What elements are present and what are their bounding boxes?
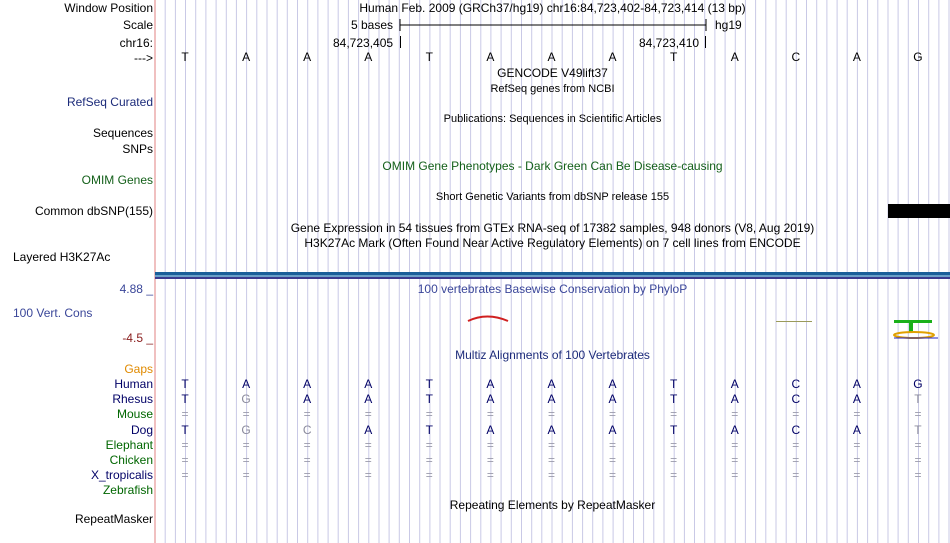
coord-left-tick xyxy=(400,36,401,48)
publications-track-title: Publications: Sequences in Scientific Articles xyxy=(443,113,662,125)
alignment-base: A xyxy=(486,392,495,407)
alignment-base: A xyxy=(303,377,312,391)
alignment-base: = xyxy=(486,453,494,467)
alignment-base: = xyxy=(547,453,555,467)
species-label-human[interactable]: Human xyxy=(114,377,153,391)
alignment-base: A xyxy=(547,377,556,391)
alignment-base: A xyxy=(730,377,739,391)
alignment-base: A xyxy=(547,422,556,437)
alignment-base: T xyxy=(425,422,433,437)
repeatmasker-label[interactable]: RepeatMasker xyxy=(74,512,153,526)
coord-right-tick xyxy=(705,36,706,48)
vert-cons-label[interactable]: 100 Vert. Cons xyxy=(13,306,93,320)
sequence-base: A xyxy=(852,50,861,64)
coord-right: 84,723,410 xyxy=(639,36,700,50)
alignment-base: = xyxy=(853,437,861,452)
alignment-base: G xyxy=(913,377,923,391)
phylop-logo-mark xyxy=(892,319,942,341)
alignment-base: = xyxy=(303,468,311,483)
alignment-base: = xyxy=(731,437,739,452)
alignment-base: = xyxy=(792,437,800,452)
sequence-base: T xyxy=(425,50,433,64)
alignment-base: A xyxy=(242,377,251,391)
alignment-base: = xyxy=(364,407,372,422)
alignment-base: G xyxy=(241,422,251,437)
alignment-base: = xyxy=(853,407,861,422)
alignment-base: = xyxy=(670,468,678,483)
alignment-base: A xyxy=(364,377,373,391)
alignment-base: = xyxy=(670,437,678,452)
alignment-base: = xyxy=(731,468,739,483)
species-label-chicken[interactable]: Chicken xyxy=(109,453,153,467)
alignment-base: = xyxy=(242,437,250,452)
common-dbsnp-label[interactable]: Common dbSNP(155) xyxy=(34,204,153,218)
alignment-base: = xyxy=(303,407,311,422)
alignment-base: = xyxy=(425,437,433,452)
alignment-base: T xyxy=(425,392,433,407)
alignment-base: = xyxy=(547,468,555,483)
alignment-base: = xyxy=(181,453,189,467)
alignment-base: = xyxy=(242,453,250,467)
alignment-base: = xyxy=(303,437,311,452)
alignment-base: T xyxy=(425,377,433,391)
h3k27ac-signal-bar-base xyxy=(155,277,950,279)
alignment-base: = xyxy=(181,468,189,483)
coord-left: 84,723,405 xyxy=(333,36,394,50)
sequence-base: A xyxy=(486,50,495,64)
window-position-text: Human Feb. 2009 (GRCh37/hg19) chr16:84,723,402-84,723,414 (13 bp) xyxy=(359,1,746,15)
alignment-base: A xyxy=(486,377,495,391)
alignment-base: = xyxy=(181,437,189,452)
alignment-base: = xyxy=(609,437,617,452)
alignment-base: = xyxy=(486,468,494,483)
alignment-base: = xyxy=(547,407,555,422)
scale-label: Scale xyxy=(122,18,153,32)
alignment-base: A xyxy=(486,422,495,437)
cons-max-value: 4.88 _ xyxy=(119,282,153,296)
alignment-base: = xyxy=(853,453,861,467)
sequence-base: A xyxy=(303,50,312,64)
alignment-base: C xyxy=(791,422,801,437)
scale-assembly: hg19 xyxy=(715,18,742,32)
alignment-base: A xyxy=(730,422,739,437)
alignment-base: = xyxy=(242,468,250,483)
alignment-base: = xyxy=(425,468,433,483)
alignment-base: = xyxy=(609,453,617,467)
sequence-base: C xyxy=(791,50,801,64)
dbsnp-track-title: Short Genetic Variants from dbSNP release 155 xyxy=(435,191,670,203)
alignment-base: = xyxy=(425,453,433,467)
sequence-base: A xyxy=(547,50,556,64)
alignment-base: C xyxy=(791,377,801,391)
snps-label[interactable]: SNPs xyxy=(122,142,153,156)
alignment-base: = xyxy=(547,437,555,452)
alignment-base: = xyxy=(853,468,861,483)
alignment-base: = xyxy=(792,468,800,483)
scale-bases-text: 5 bases xyxy=(351,18,394,32)
conservation-track-title: 100 vertebrates Basewise Conservation by PhyloP xyxy=(417,282,688,296)
alignment-base: = xyxy=(670,407,678,422)
alignment-base: T xyxy=(914,422,922,437)
species-label-x_tropicalis[interactable]: X_tropicalis xyxy=(90,468,153,483)
species-label-elephant[interactable]: Elephant xyxy=(105,437,153,452)
alignment-base: T xyxy=(914,392,922,407)
alignment-base: = xyxy=(609,468,617,483)
layered-h3k27ac-label[interactable]: Layered H3K27Ac xyxy=(13,250,111,264)
alignment-base: = xyxy=(242,407,250,422)
alignment-base: A xyxy=(608,377,617,391)
alignment-base: = xyxy=(364,468,372,483)
sequence-base: A xyxy=(608,50,617,64)
alignment-base: C xyxy=(791,392,801,407)
scale-bar xyxy=(398,17,710,33)
omim-track-title: OMIM Gene Phenotypes - Dark Green Can Be Disease-causing xyxy=(382,159,723,173)
alignment-base: = xyxy=(914,437,922,452)
sequence-base: A xyxy=(730,50,739,64)
sequence-base: A xyxy=(242,50,251,64)
alignment-base: = xyxy=(486,407,494,422)
alignment-base: = xyxy=(303,453,311,467)
sequence-base: T xyxy=(181,50,189,64)
alignment-base: A xyxy=(547,392,556,407)
alignment-base: A xyxy=(364,422,373,437)
dbsnp-feature[interactable] xyxy=(888,204,950,218)
sequence-base: A xyxy=(364,50,373,64)
alignment-base: = xyxy=(792,407,800,422)
phylop-negative-peak xyxy=(460,314,520,324)
alignment-base: A xyxy=(608,392,617,407)
gtex-track-title: Gene Expression in 54 tissues from GTEx RNA-seq of 17382 samples, 948 donors (V8, Aug 2019) xyxy=(290,221,815,235)
sequences-label[interactable]: Sequences xyxy=(92,126,153,140)
alignment-base: A xyxy=(608,422,617,437)
sequence-base: G xyxy=(913,50,923,64)
alignment-base: = xyxy=(486,437,494,452)
alignment-base: T xyxy=(669,377,678,391)
species-label-rhesus[interactable]: Rhesus xyxy=(112,392,153,407)
alignment-base: A xyxy=(303,392,312,407)
sequence-base: T xyxy=(669,50,678,64)
alignment-base: T xyxy=(181,377,189,391)
refseq-track-subtitle: RefSeq genes from NCBI xyxy=(490,83,615,95)
alignment-base: T xyxy=(669,392,678,407)
multiz-track-title: Multiz Alignments of 100 Vertebrates xyxy=(455,348,650,362)
strand-arrow-label: ---> xyxy=(134,51,153,65)
alignment-base: = xyxy=(731,407,739,422)
repeatmasker-track-title: Repeating Elements by RepeatMasker xyxy=(449,498,656,512)
alignment-base: C xyxy=(302,422,312,437)
species-label-zebrafish[interactable]: Zebrafish xyxy=(102,483,153,498)
alignment-base: G xyxy=(241,392,251,407)
alignment-base: = xyxy=(914,468,922,483)
h3k27ac-track-title: H3K27Ac Mark (Often Found Near Active Regulatory Elements) on 7 cell lines from ENCODE xyxy=(304,236,801,250)
cons-min-value: -4.5 _ xyxy=(122,331,153,345)
alignment-base: A xyxy=(730,392,739,407)
refseq-curated-label[interactable]: RefSeq Curated xyxy=(66,95,153,109)
alignment-base: = xyxy=(914,407,922,422)
chrom-label: chr16: xyxy=(119,36,153,50)
species-label-dog[interactable]: Dog xyxy=(130,422,153,437)
gencode-track-title[interactable]: GENCODE V49lift37 xyxy=(497,66,608,80)
alignment-base: A xyxy=(364,392,373,407)
alignment-base: = xyxy=(731,453,739,467)
alignment-base: T xyxy=(669,422,678,437)
alignment-base: A xyxy=(852,392,861,407)
alignment-base: = xyxy=(670,453,678,467)
alignment-base: A xyxy=(852,422,861,437)
alignment-base: T xyxy=(181,422,189,437)
gaps-label[interactable]: Gaps xyxy=(124,362,153,376)
alignment-base: = xyxy=(364,437,372,452)
alignment-base: = xyxy=(792,453,800,467)
alignment-base: = xyxy=(914,453,922,467)
alignment-base: T xyxy=(181,392,189,407)
phylop-small-mark xyxy=(776,321,812,322)
omim-genes-label[interactable]: OMIM Genes xyxy=(81,173,153,187)
alignment-base: = xyxy=(425,407,433,422)
alignment-base: = xyxy=(609,407,617,422)
window-position-label: Window Position xyxy=(64,1,153,15)
species-label-mouse[interactable]: Mouse xyxy=(116,407,153,422)
alignment-base: = xyxy=(181,407,189,422)
alignment-base: A xyxy=(852,377,861,391)
alignment-base: = xyxy=(364,453,372,467)
